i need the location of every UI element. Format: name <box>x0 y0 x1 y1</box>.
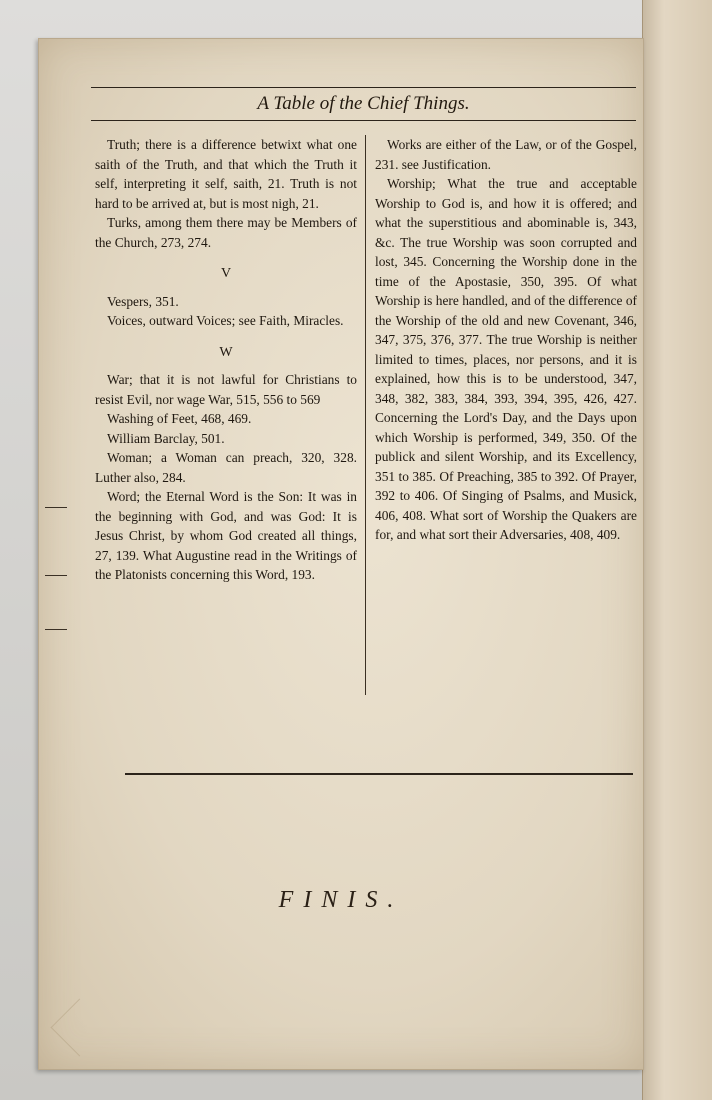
margin-tick <box>45 507 67 508</box>
margin-tick <box>45 629 67 630</box>
closing-rule <box>125 773 633 775</box>
margin-tick <box>45 575 67 576</box>
column-divider <box>365 135 366 695</box>
index-columns <box>95 135 635 705</box>
finis-text: FINIS. <box>278 887 404 913</box>
index-entry: Vespers, 351. <box>107 293 179 309</box>
index-entry: Worship; What the true and acceptable Worship to God is, and how it is offered; and what the superstitious and abominable is, 343, &c. The true Worship was soon corrupted and lost, 345. Concerning the Worship done in the time of the Apostasie, 350, 395. Of what Worship is here handled, and of the difference of the Worship of the old and new Covenant, 346, 347, 375, 376, 377. The true Worship is neither limited to times, places, nor persons, and it is explained, how this is to be understood, 347, 348, 382, 383, 384, 393, 394, 395, 426, 427. Concerning the Lord's Day, and the Days upon which Worship is performed, 349, 350. Of the publick and silent Worship, and its Excellency, 351 to 385. Of Preaching, 385 to 392. Of Prayer, 392 to 406. Of Singing of Psalms, and Musick, 406, 408. What sort of Worship the Quakers are for, and what sort their Adversaries, 408, 409. <box>375 176 637 542</box>
index-entry: Woman; a Woman can preach, 320, 328. Luther also, 284. <box>95 450 357 485</box>
index-column-right <box>375 135 637 545</box>
index-entry: Turks, among them there may be Members of the Church, 273, 274. <box>95 215 357 250</box>
running-title: A Table of the Chief Things. <box>257 93 470 114</box>
corner-wear <box>51 999 109 1057</box>
section-letter: V <box>220 266 232 281</box>
index-entry: Word; the Eternal Word is the Son: It was in the beginning with God, and was God: It is Jesus Christ, by whom God created all things, 27, 139. What Augustine read in the Writings of the Platonists concerning this Word, 193. <box>95 489 357 582</box>
index-column-left <box>95 135 357 585</box>
book-page <box>38 38 644 1070</box>
facing-page-edge <box>642 0 712 1100</box>
running-head <box>91 87 636 121</box>
index-entry: Truth; there is a difference betwixt what one saith of the Truth, and that which the Truth it self, interpreting it self, saith, 21. Truth is not hard to be arrived at, but is most nigh, 21. <box>95 137 357 211</box>
index-entry: Works are either of the Law, or of the Gospel, 231. see Justification. <box>375 137 637 172</box>
section-letter: W <box>219 344 233 360</box>
index-entry: War; that it is not lawful for Christians to resist Evil, nor wage War, 515, 556 to 569 <box>95 372 357 407</box>
index-entry: Washing of Feet, 468, 469. <box>107 411 252 426</box>
index-entry: Voices, outward Voices; see Faith, Miracles. <box>107 313 344 328</box>
index-entry: William Barclay, 501. <box>107 430 225 446</box>
